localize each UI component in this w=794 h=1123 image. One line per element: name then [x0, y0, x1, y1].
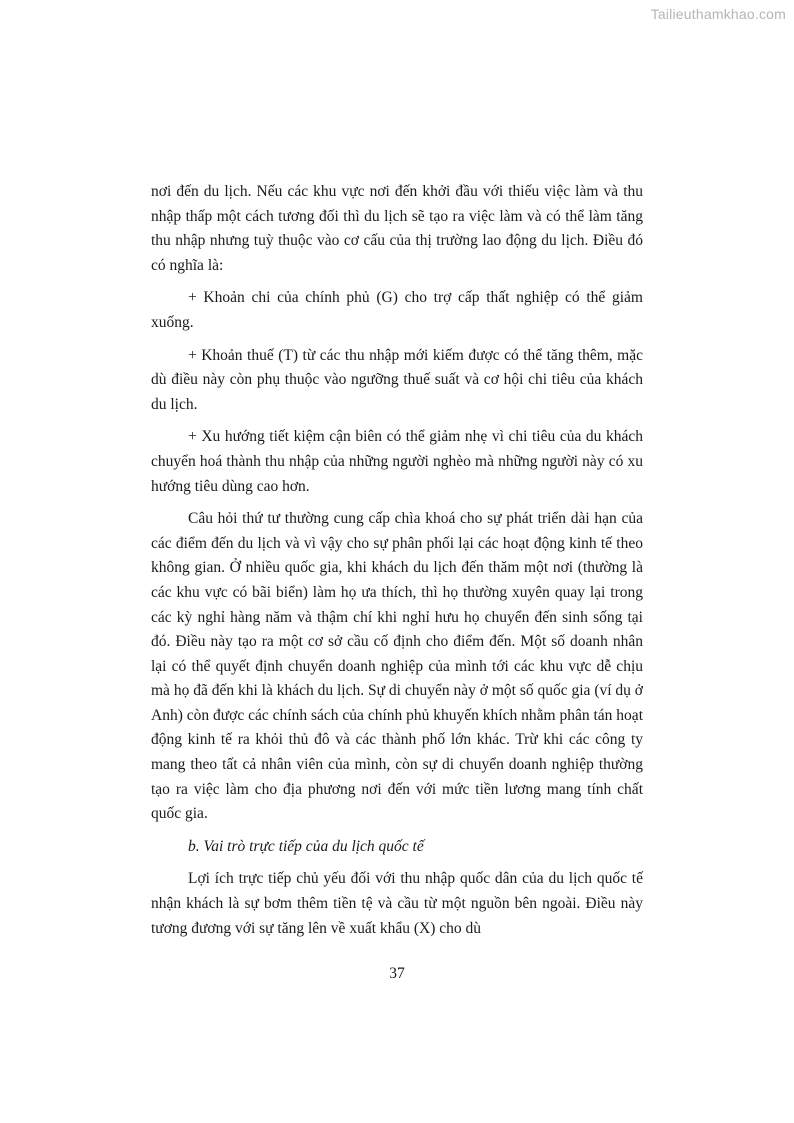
paragraph-continuation: nơi đến du lịch. Nếu các khu vực nơi đến khởi đầu với thiếu việc làm và thu nhập thấp một cách tương đối thì du lịch sẽ tạo ra việc làm và có thể làm tăng thu nhập nhưng tuỳ thuộc vào cơ cấu của thị trường lao động du lịch. Điều đó có nghĩa là:: [151, 183, 643, 274]
paragraph-bullet-government-spending: + Khoản chi của chính phủ (G) cho trợ cấp thất nghiệp có thể giảm xuống.: [151, 289, 643, 331]
watermark: Tailieuthamkhao.com: [650, 6, 786, 22]
page-body: [151, 180, 643, 949]
paragraph-direct-benefit: Lợi ích trực tiếp chủ yếu đối với thu nhập quốc dân của du lịch quốc tế nhận khách là sự bơm thêm tiền tệ và cầu từ một nguồn bên ngoài. Điều này tương đương với sự tăng lên về xuất khẩu (X) cho dù: [151, 870, 643, 937]
section-heading: b. Vai trò trực tiếp của du lịch quốc tế: [188, 837, 424, 855]
paragraph-bullet-tax: + Khoản thuế (T) từ các thu nhập mới kiếm được có thể tăng thêm, mặc dù điều này còn phụ thuộc vào ngưỡng thuế suất và cơ hội chi tiêu của khách du lịch.: [151, 346, 643, 413]
paragraph-bullet-saving: + Xu hướng tiết kiệm cận biên có thể giảm nhẹ vì chi tiêu của du khách chuyển hoá thành thu nhập của những người nghèo mà những người này có xu hướng tiêu dùng cao hơn.: [151, 428, 643, 495]
paragraph-fourth-question: Câu hỏi thứ tư thường cung cấp chìa khoá cho sự phát triển dài hạn của các điểm đến du lịch và vì vậy cho sự phân phối lại các hoạt động kinh tế theo không gian. Ở nhiều quốc gia, khi khách du lịch đến thăm một nơi (thường là các khu vực có bãi biển) làm họ ưa thích, thì họ thường xuyên quay lại trong các kỳ nghỉ hàng năm và thậm chí khi nghỉ hưu họ chuyển đến sinh sống tại đó. Điều này tạo ra một cơ sở cầu cố định cho điểm đến. Một số doanh nhân lại có thể quyết định chuyển doanh nghiệp của mình tới các khu vực dễ chịu mà họ đã đến khi là khách du lịch. Sự di chuyển này ở một số quốc gia (ví dụ ở Anh) còn được các chính sách của chính phủ khuyến khích nhằm phân tán hoạt động kinh tế ra khỏi thủ đô và các thành phố lớn khác. Trừ khi các công ty mang theo tất cả nhân viên của mình, còn sự di chuyển doanh nghiệp thường tạo ra việc làm cho địa phương nơi đến với mức tiền lương mang tính chất quốc gia.: [151, 510, 643, 823]
page-number: 37: [389, 965, 405, 982]
